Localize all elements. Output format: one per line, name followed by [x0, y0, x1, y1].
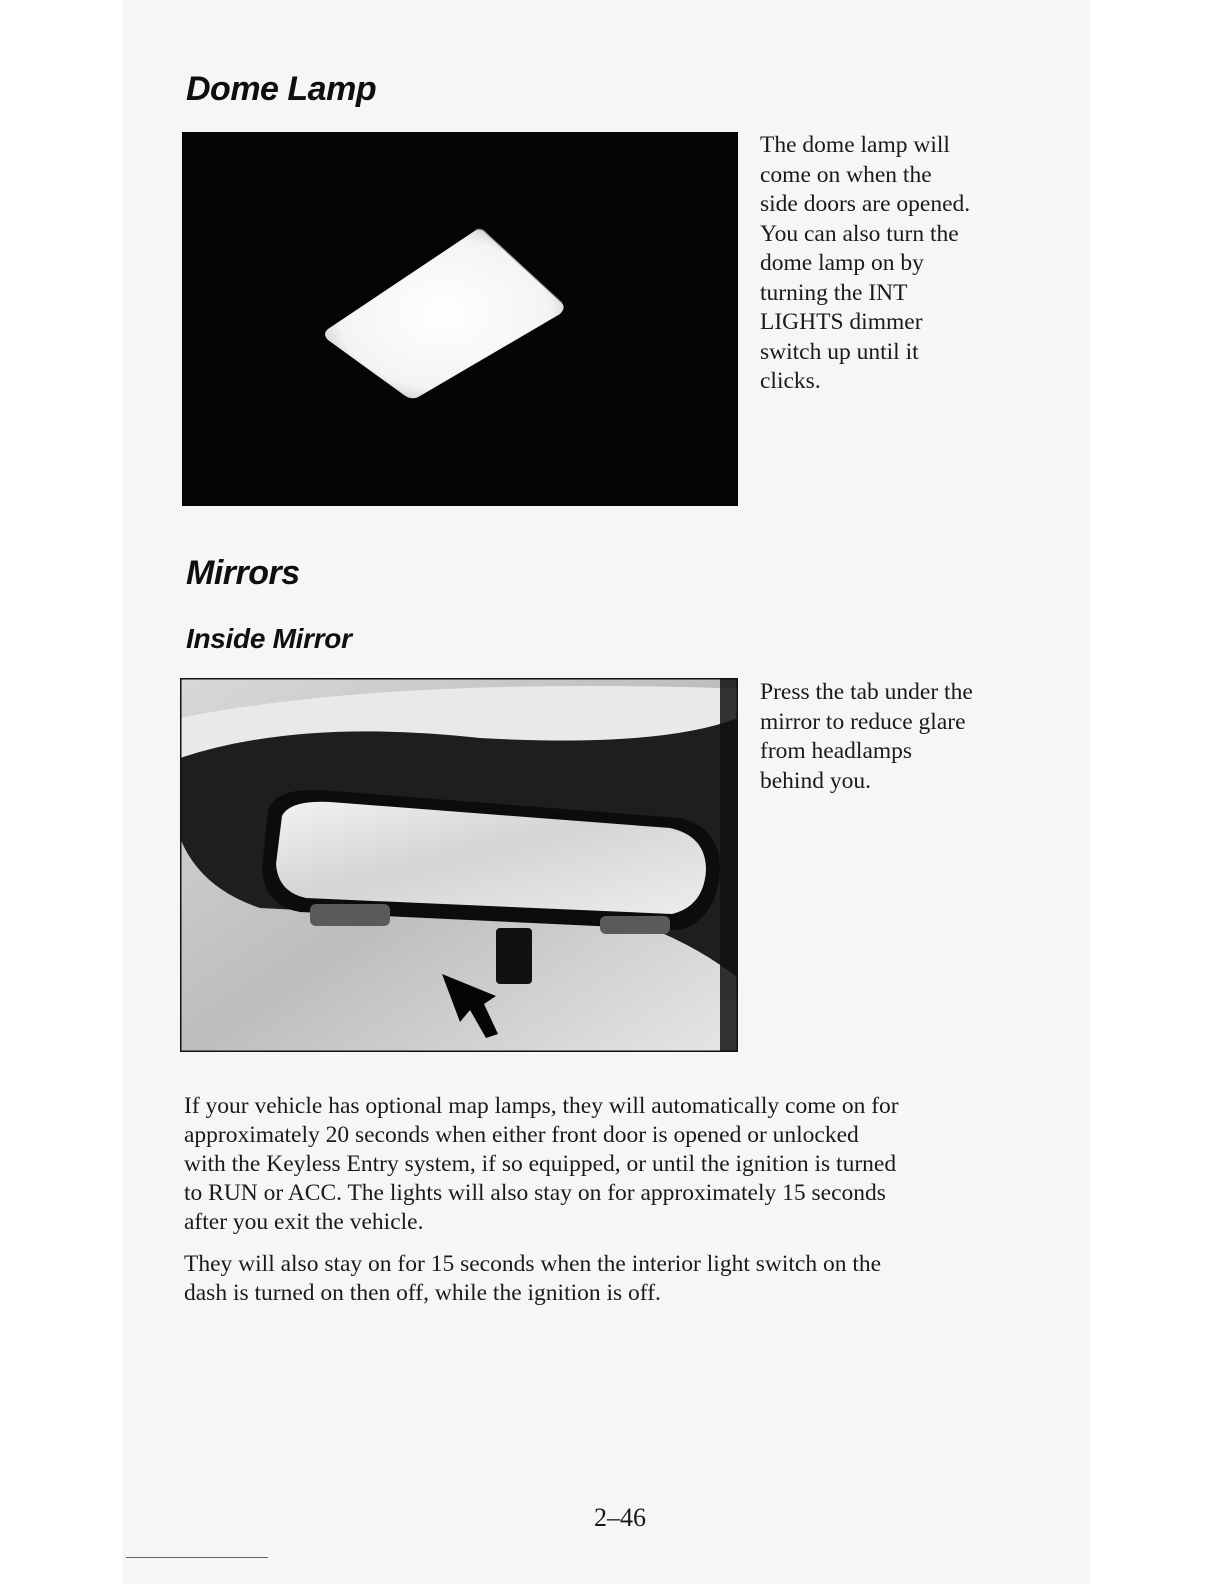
text-line: with the Keyless Entry system, if so equipped, or until the ignition is turned	[184, 1151, 897, 1177]
inside-mirror-description	[760, 678, 1020, 796]
text-line: The dome lamp will	[760, 132, 950, 158]
inside-mirror-heading: Inside Mirror	[186, 623, 352, 654]
text-line: come on when the	[760, 161, 932, 188]
text-line: LIGHTS dimmer	[760, 309, 923, 335]
text-line: Press the tab under the	[760, 679, 973, 705]
text-line: side doors are opened.	[760, 191, 971, 217]
text-line: mirror to reduce glare	[760, 708, 966, 735]
mirrors-heading: Mirrors	[186, 554, 300, 592]
dome-lamp-description	[760, 131, 1015, 397]
text-line: behind you.	[760, 767, 871, 794]
text-line: from headlamps	[760, 738, 913, 764]
text-line: clicks.	[760, 368, 821, 394]
text-line: dome lamp on by	[760, 250, 924, 276]
text-line: If your vehicle has optional map lamps, they will automatically come on for	[184, 1093, 899, 1119]
text-line: switch up until it	[760, 338, 919, 365]
map-lamps-paragraph	[184, 1092, 1014, 1237]
text-line: You can also turn the	[760, 220, 959, 247]
page-number: 2–46	[594, 1503, 646, 1532]
text-line: They will also stay on for 15 seconds when the interior light switch on the	[184, 1251, 882, 1277]
rearview-mirror-photo	[180, 678, 738, 1052]
text-line: dash is turned on then off, while the ignition is off.	[184, 1280, 661, 1306]
dome-lamp-heading: Dome Lamp	[186, 70, 377, 108]
text-line: after you exit the vehicle.	[184, 1209, 424, 1235]
dome-lamp-photo	[182, 132, 738, 506]
text-line: turning the INT	[760, 279, 908, 306]
text-line: to RUN or ACC. The lights will also stay on for approximately 15 seconds	[184, 1180, 886, 1206]
text-line: approximately 20 seconds when either front door is opened or unlocked	[184, 1122, 859, 1148]
interior-switch-paragraph	[184, 1250, 1014, 1308]
footer-rule	[126, 1557, 268, 1558]
